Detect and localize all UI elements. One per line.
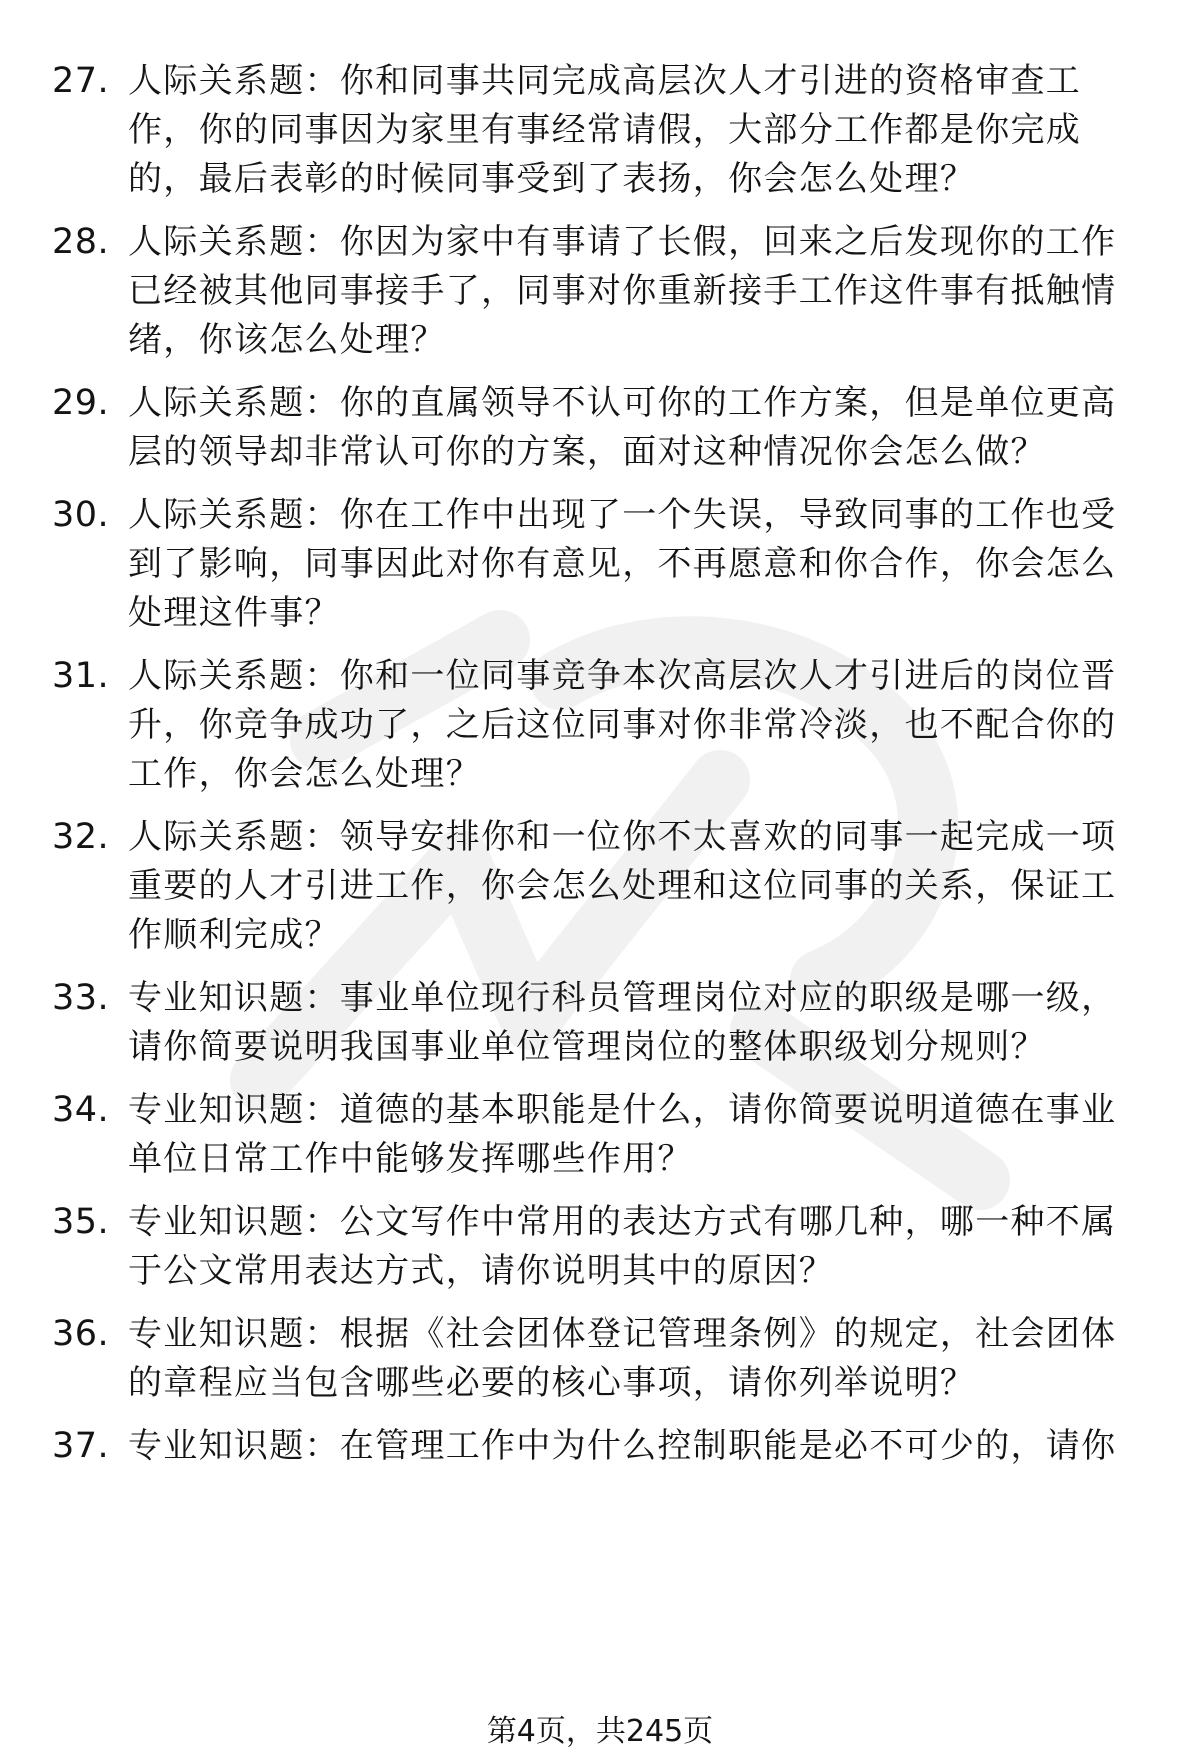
question-text: 专业知识题：公文写作中常用的表达方式有哪几种，哪一种不属于公文常用表达方式，请你说明其中的原因？	[128, 1202, 1117, 1291]
question-text: 人际关系题：你和一位同事竞争本次高层次人才引进后的岗位晋升，你竞争成功了，之后这位同事对你非常冷淡，也不配合你的工作，你会怎么处理？	[128, 656, 1117, 794]
question-number: 31.	[52, 656, 110, 696]
question-text: 专业知识题：道德的基本职能是什么，请你简要说明道德在事业单位日常工作中能够发挥哪些作用？	[128, 1090, 1117, 1179]
question-text: 专业知识题：根据《社会团体登记管理条例》的规定，社会团体的章程应当包含哪些必要的核心事项，请你列举说明？	[128, 1314, 1117, 1403]
question-number: 32.	[52, 817, 110, 857]
question-number: 33.	[52, 978, 110, 1018]
question-number: 29.	[52, 383, 110, 423]
question-number: 35.	[52, 1202, 110, 1242]
question-text: 人际关系题：你因为家中有事请了长假，回来之后发现你的工作已经被其他同事接手了，同事对你重新接手工作这件事有抵触情绪，你该怎么处理？	[128, 222, 1117, 360]
question-number: 30.	[52, 495, 110, 535]
page-footer: 第4页，共245页	[486, 1714, 714, 1749]
question-number: 37.	[52, 1426, 110, 1466]
question-number: 28.	[52, 222, 110, 262]
question-text: 人际关系题：领导安排你和一位你不太喜欢的同事一起完成一项重要的人才引进工作，你会怎么处理和这位同事的关系，保证工作顺利完成？	[128, 817, 1117, 955]
question-number: 34.	[52, 1090, 110, 1130]
question-text: 人际关系题：你的直属领导不认可你的工作方案，但是单位更高层的领导却非常认可你的方案，面对这种情况你会怎么做？	[128, 383, 1117, 472]
question-text: 人际关系题：你和同事共同完成高层次人才引进的资格审查工作，你的同事因为家里有事经常请假，大部分工作都是你完成的，最后表彰的时候同事受到了表扬，你会怎么处理？	[128, 61, 1082, 199]
question-number: 36.	[52, 1314, 110, 1354]
question-text: 专业知识题：在管理工作中为什么控制职能是必不可少的，请你	[128, 1426, 1117, 1466]
question-text: 人际关系题：你在工作中出现了一个失误，导致同事的工作也受到了影响，同事因此对你有意见，不再愿意和你合作，你会怎么处理这件事？	[128, 495, 1117, 633]
question-number: 27.	[52, 61, 110, 101]
question-text: 专业知识题：事业单位现行科员管理岗位对应的职级是哪一级，请你简要说明我国事业单位管理岗位的整体职级划分规则？	[128, 978, 1117, 1067]
